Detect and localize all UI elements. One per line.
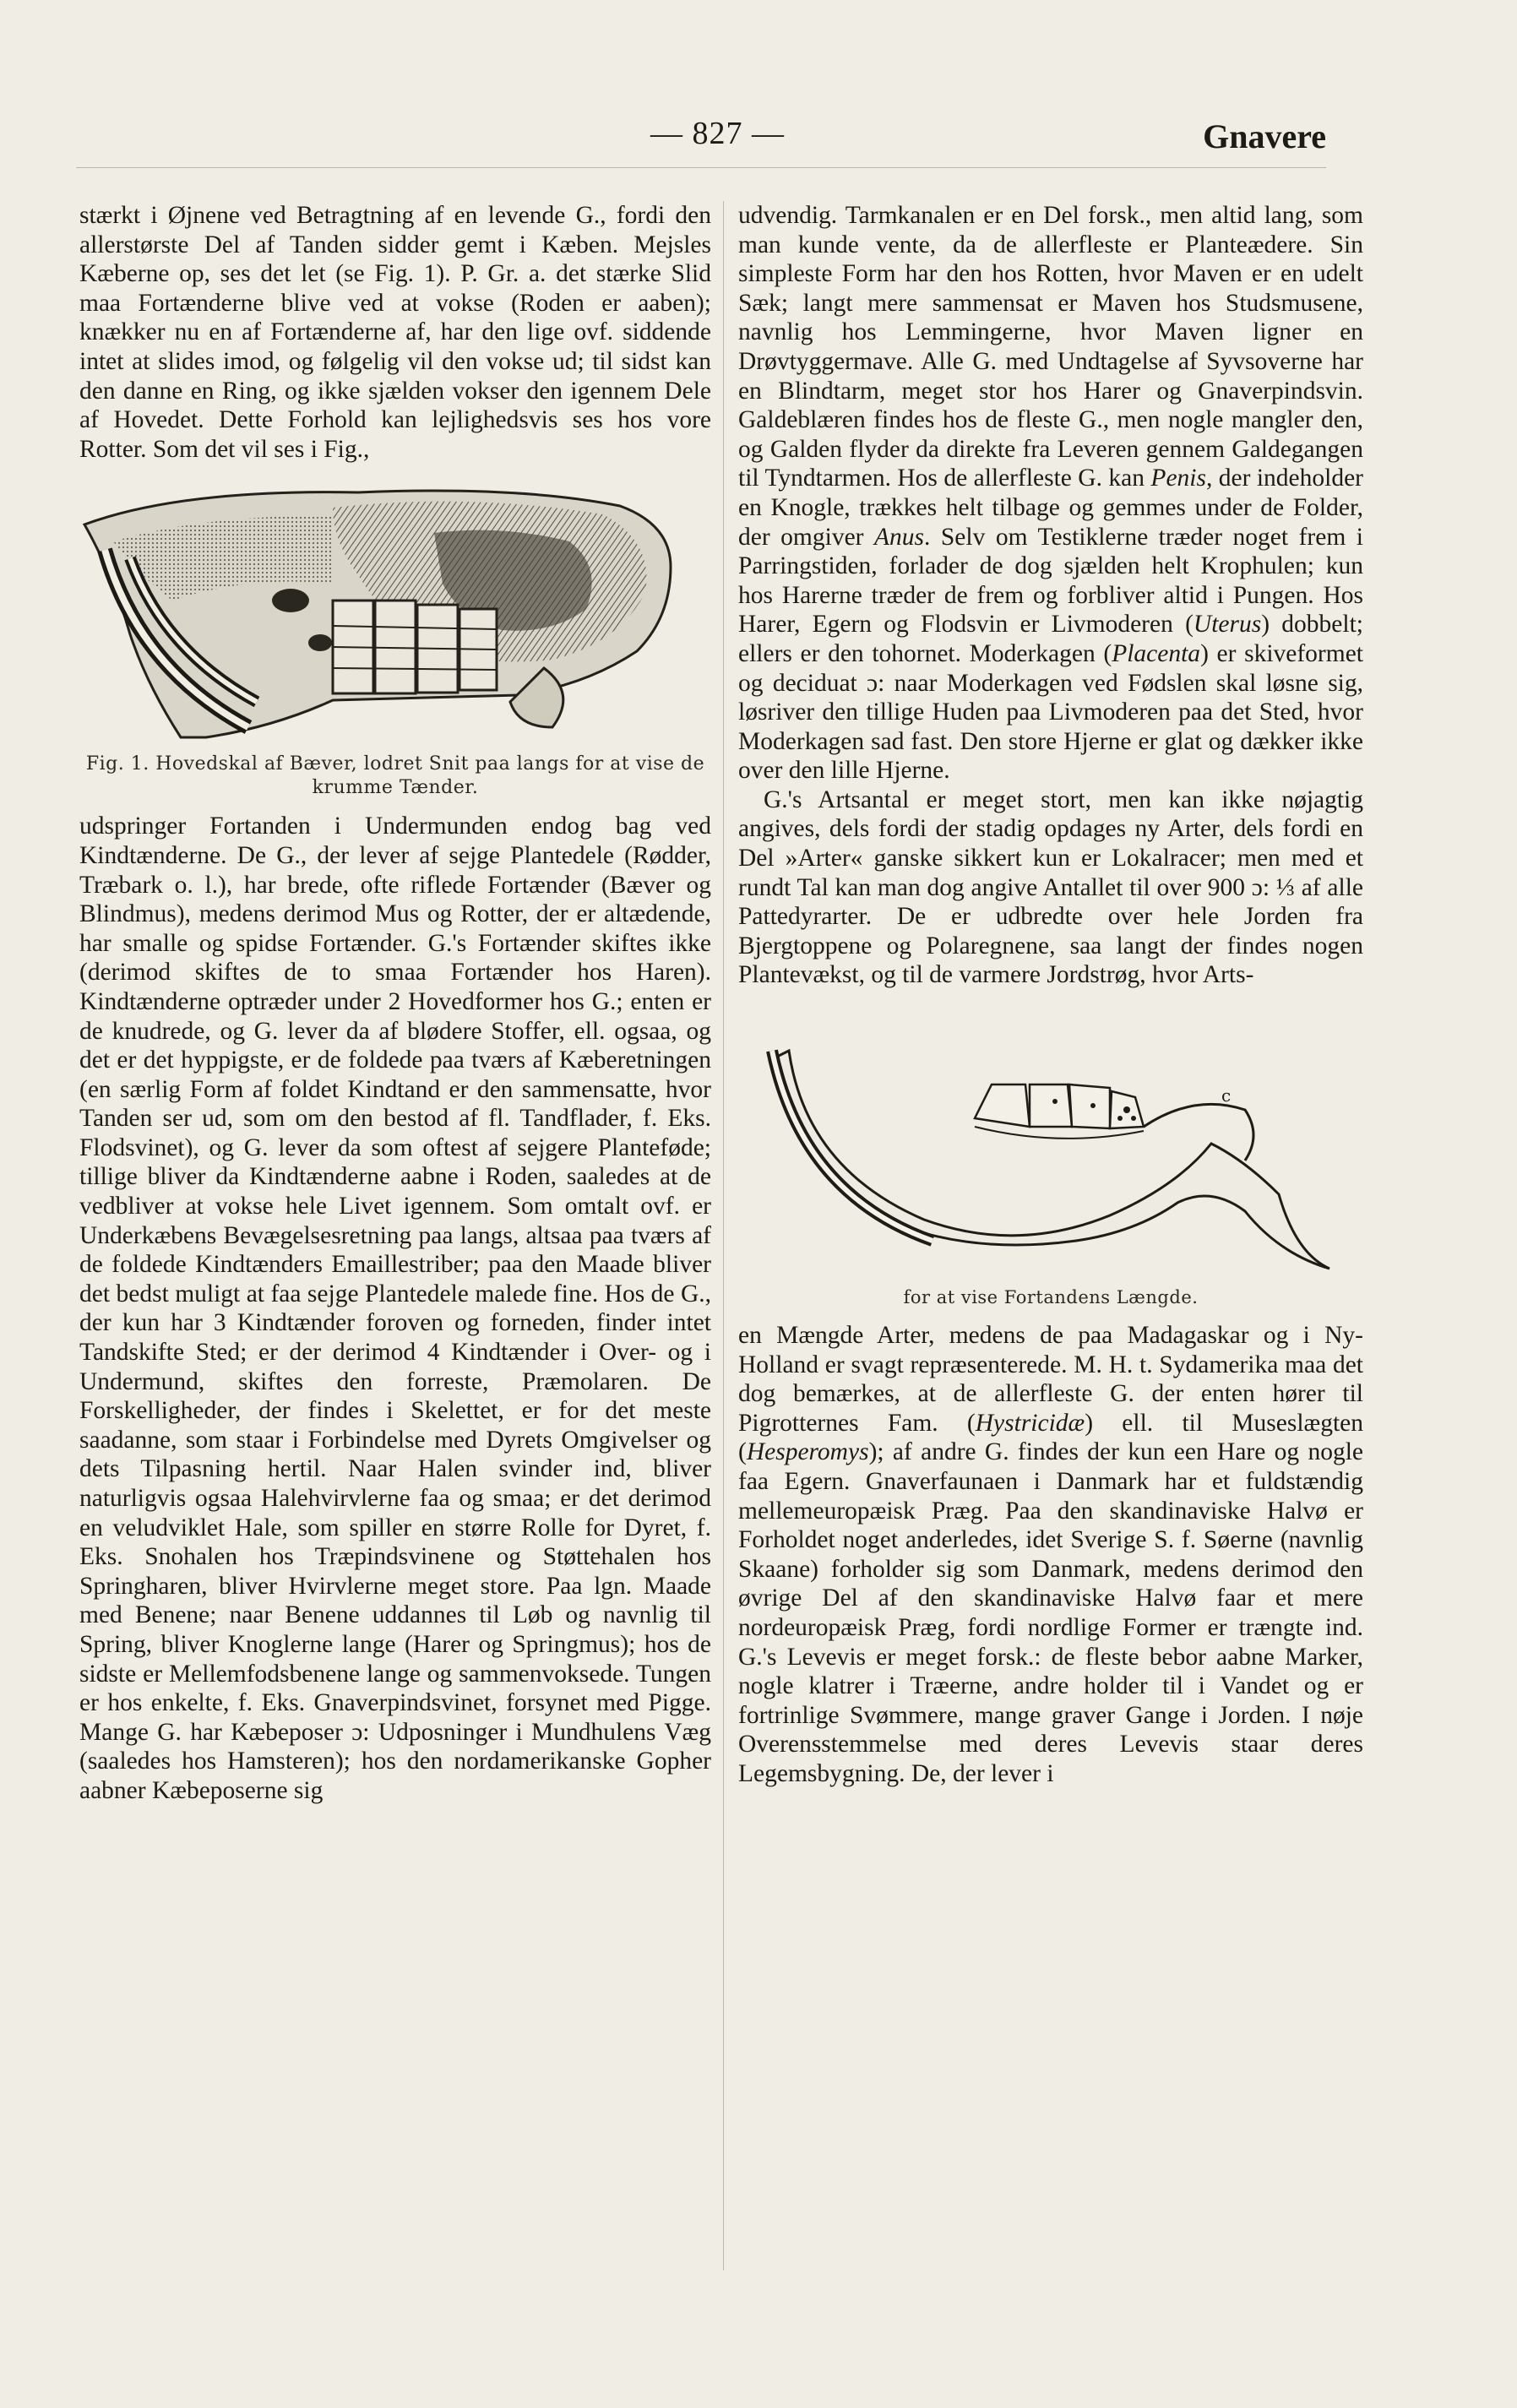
right-paragraph-2: G.'s Artsantal er meget stort, men kan ikke nøjagtig angives, dels fordi der stadig opdages ny Arter, dels fordi en Del »Arter« ganske sikkert kun er Lokalracer; men med et rundt Tal kan man dog angive Antallet til over 900 ɔ: ⅓ af alle Pattedyrarter. De er udbredte over hele Jorden fra Bjergtoppene og Polaregnene, saa langt der findes nogen Plantevækst, og til de varmere Jordstrøg, hvor Arts- <box>738 785 1363 989</box>
column-divider <box>723 201 724 2270</box>
right-column <box>738 201 1363 1789</box>
beaver-skull-section-illustration <box>79 474 711 753</box>
right-paragraph-3: en Mængde Arter, medens de paa Madagaskar og i Ny-Holland er svagt repræsenterede. M. H. t. Sydamerika maa det dog bemærkes, at de allerfleste G. der enten hører til Pigrotternes Fam. (Hystricidæ) ell. til Museslægten (Hesperomys); af andre G. findes der kun een Hare og nogle faa Egern. Gnaverfaunaen i Danmark har et fuldstændig mellemeuropæisk Præg. Paa den skandinaviske Halvø er Forholdet noget anderledes, idet Sverige S. f. Søerne (navnlig Skaane) forholder sig som Danmark, medens derimod den øvrige Del af den skandinaviske Halvø faar et mere nordeuropæisk Præg, fordi nordlige Former er trængte ind. G.'s Levevis er meget forsk.: de fleste bebor aabne Marker, nogle klatrer i Træerne, andre holder til i Vandet og er fortrinlige Svømmere, mange graver Gange i Jorden. I nøje Overensstemmelse med deres Levevis staar deres Legemsbygning. De, der lever i <box>738 1322 1363 1787</box>
svg-text:c: c <box>1221 1085 1232 1106</box>
left-paragraph-2: udspringer Fortanden i Undermunden endog bag ved Kindtænderne. De G., der lever af sejge Plantedele (Rødder, Træbark o. l.), har brede, ofte riflede Fortænder (Bæver og Blindmus), medens derimod Mus og Rotter, der er altædende, har smalle og spidse Fortænder. G.'s Fortænder skiftes ikke (derimod skiftes de to smaa Fortænder hos Haren). Kindtænderne optræder under 2 Hovedformer hos G.; enten er de knudrede, og G. lever da af blødere Stoffer, ell. ogsaa, og det er det hyppigste, er de foldede paa tværs af Kæberetningen (en særlig Form af foldet Kindtand er den sammensatte, hvor Tanden ser ud, som om den bestod af fl. Tandflader, f. Eks. Flodsvinet), og G. lever da som oftest af sejgere Planteføde; tillige bliver da Kindtænderne aabne i Roden, saaledes at de vedbliver at vokse hele Livet igennem. Som omtalt ovf. er Underkæbens Bevægelsesretning paa langs, altsaa paa tværs af de foldede Kindtænders Emaillestriber; paa den Maade bliver det bedst muligt at faa sejge Plantedele malede fine. Hos de G., der kun har 3 Kindtænder foroven og forneden, finder intet Tandskifte Sted; er der derimod 4 Kindtænder i Over- og i Undermund, skiftes den forreste, Præmolaren. De Forskelligheder, der findes i Skelettet, er for det meste saadanne, som staar i Forbindelse med Dyrets Omgivelser og dets Tilpasning hertil. Naar Halen svinder ind, bliver naturligvis ogsaa Halehvirvlerne faa og smaa; er det derimod en veludviklet Hale, som spiller en større Rolle for Dyret, f. Eks. Snohalen hos Træpindsvinene og Støttehalen hos Springharen, bliver Hvirvlerne meget store. Paa lgn. Maade med Benene; naar Benene uddannes til Løb og navnlig til Spring, bliver Knoglerne lange (Harer og Springmus); hos de sidste er Mellemfodsbenene lange og sammenvoksede. Tungen er hos enkelte, f. Eks. Gnaverpindsvinet, forsynet med Pigge. Mange G. har Kæbeposer ɔ: Udposninger i Mundhulens Væg (saaledes hos Hamsteren); hos den nordamerikanske Gopher aabner Kæbeposerne sig <box>79 813 711 1804</box>
page-header <box>76 108 1326 168</box>
running-head: Gnavere <box>1203 117 1326 155</box>
left-column <box>79 201 711 1806</box>
right-paragraph-1: udvendig. Tarmkanalen er en Del forsk., men altid lang, som man kunde vente, da de allerfleste er Planteædere. Sin simpleste Form har den hos Rotten, hvor Maven er en udelt Sæk; langt mere sammensat er Maven hos Studsmusene, navnlig hos Lemmingerne, hvor Maven ligner en Drøvtyggermave. Alle G. med Undtagelse af Syvsoverne har en Blindtarm, meget stor hos Harer og Gnaverpindsvin. Galdeblæren findes hos de fleste G., men nogle mangler den, og Galden flyder da direkte fra Leveren gennem Galdegangen til Tyndtarmen. Hos de allerfleste G. kan Penis, der indeholder en Knogle, trækkes helt tilbage og gemmes under de Folder, der omgiver Anus. Selv om Testiklerne træder noget frem i Parringstiden, forlader de dog sjælden helt Krophulen; kun hos Harerne træder de frem og forbliver altid i Pungen. Hos Harer, Egern og Flodsvin er Livmoderen (Uterus) dobbelt; ellers er den tohornet. Moderkagen (Placenta) er skiveformet og deciduat ɔ: naar Moderkagen ved Fødslen skal løsne sig, løsriver den tillige Huden paa Livmoderen paa det Sted, hvor Moderkagen sad fast. Den store Hjerne er glat og dækker ikke over den lille Hjerne. <box>738 202 1364 785</box>
figure-1 <box>79 474 711 800</box>
page-number: — 827 — <box>650 116 785 151</box>
figure-1-caption: Fig. 1. Hovedskal af Bæver, lodret Snit paa langs for at vise de krumme Tænder. <box>85 753 705 799</box>
figure-2 <box>738 1000 1363 1309</box>
left-paragraph-1: stærkt i Øjnene ved Betragtning af en levende G., fordi den allerstørste Del af Tanden sidder gemt i Kæben. Mejsles Kæberne op, ses det let (se Fig. 1). P. Gr. a. det stærke Slid maa Fortænderne blive ved at vokse (Roden er aaben); knækker nu en af Fortænderne af, har den lige ovf. siddende intet at slides imod, og følgelig vil den vokse ud; til sidst kan den danne en Ring, og ikke sjælden vokser den igennem Dele af Hovedet. Dette Forhold kan lejlighedsvis ses hos vore Rotter. Som det vil ses i Fig., <box>79 202 711 463</box>
lower-jaw-incisor-illustration <box>738 1000 1363 1279</box>
figure-2-caption: for at vise Fortandens Længde. <box>903 1287 1199 1308</box>
